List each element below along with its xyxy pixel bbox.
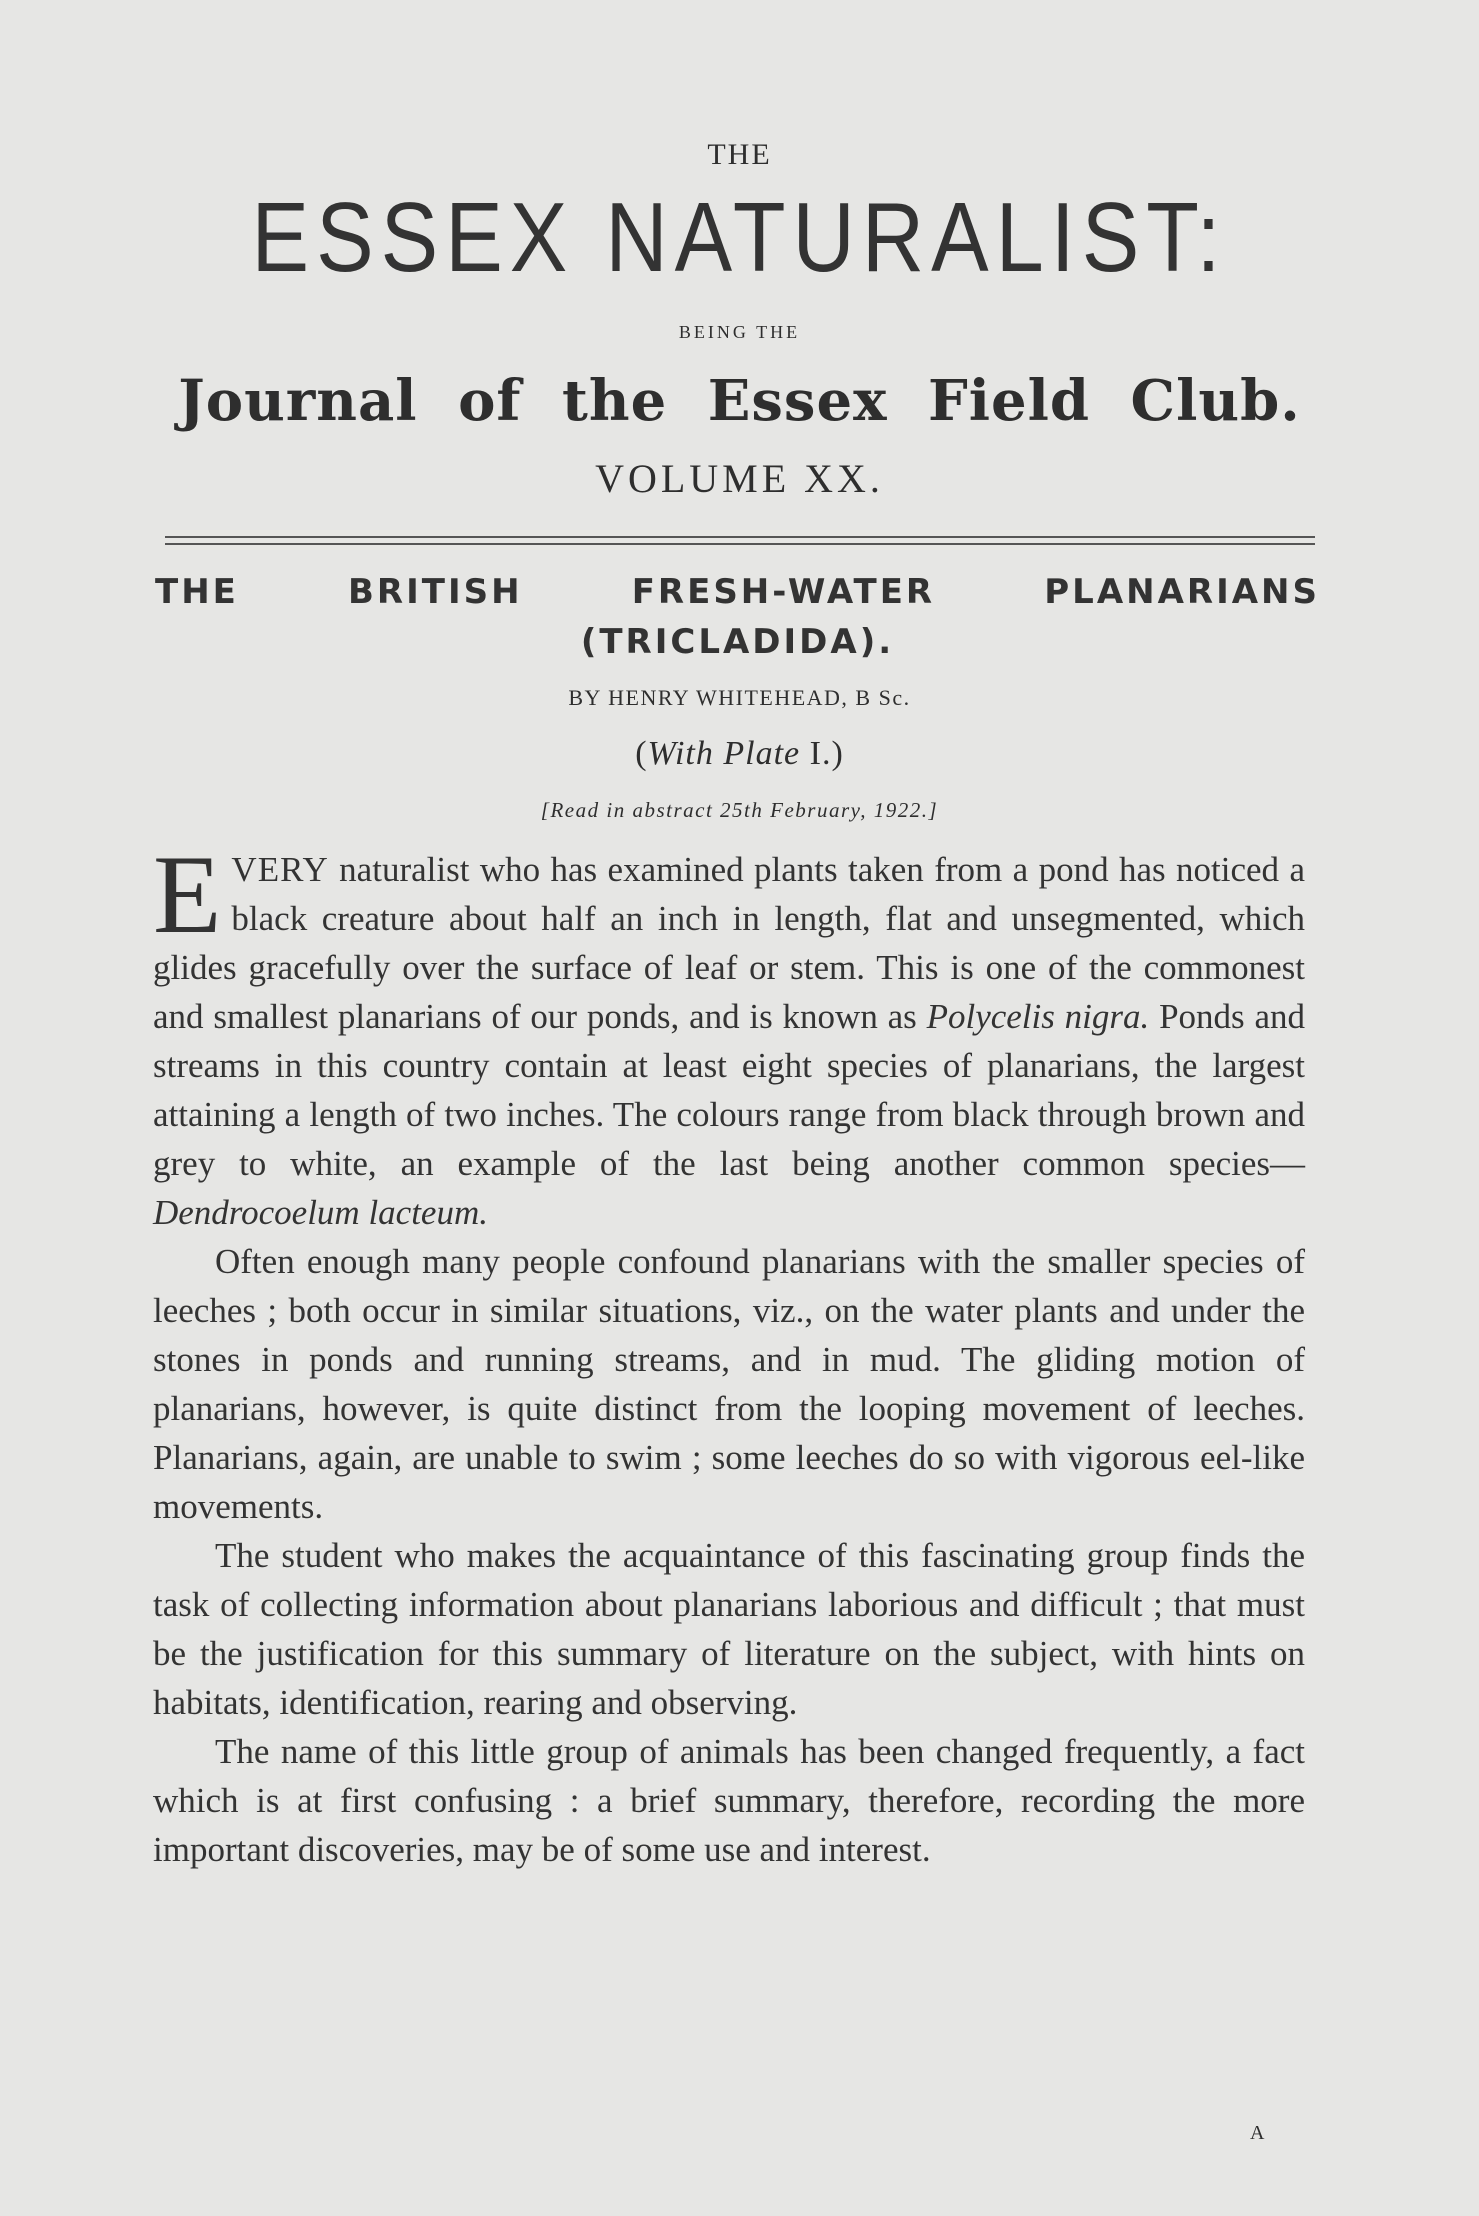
plate-italic: With Plate bbox=[647, 735, 801, 772]
article-title-word: THE bbox=[155, 572, 239, 612]
header-the: THE bbox=[707, 138, 772, 171]
species-name: Polycelis nigra. bbox=[926, 997, 1150, 1036]
paragraph-4: The name of this little group of animals has been changed frequently, a fact which is at first confusing : a brief summary, therefore, recording the more important discoveries, may be of some use and interest. bbox=[153, 1732, 1305, 1869]
paragraph-2: Often enough many people confound planarians with the smaller species of leeches ; both occur in similar situations, viz., on the water plants and under the stones in ponds and running streams, and in mud. The gliding motion of planarians, however, is quite distinct from the looping movement of leeches. Planarians, again, are unable to swim ; some leeches do so with vigorous eel-like movements. bbox=[153, 1242, 1305, 1526]
journal-title: ESSEX NATURALIST: bbox=[251, 182, 1228, 292]
double-rule-top bbox=[165, 536, 1315, 538]
drop-cap: E bbox=[153, 833, 222, 957]
paragraph-1 bbox=[153, 833, 1306, 1237]
header-being-the: BEING THE bbox=[678, 322, 801, 342]
article-title-word: FRESH-WATER bbox=[631, 572, 936, 612]
plate-reference bbox=[0, 735, 1479, 773]
article-title-line1 bbox=[155, 572, 1320, 612]
first-word: VERY bbox=[231, 850, 329, 889]
paragraph-3: The student who makes the acquaintance of this fascinating group finds the task of collecting information about planarians laborious and difficult ; that must be the justification for this summary of literature on the subject, with hints on habitats, identification, rearing and observing. bbox=[153, 1536, 1305, 1722]
double-rule-bottom bbox=[165, 543, 1315, 545]
plate-suffix: I.) bbox=[800, 735, 844, 772]
article-title-word: BRITISH bbox=[348, 572, 523, 612]
paragraph-1-text-2: Ponds and streams in this country contain at least eight species of planarians, the largest attaining a length of two inches. The colours range from black through brown and grey to white, an example of the last being another common species— bbox=[153, 997, 1306, 1183]
paragraph-1-text: naturalist who has examined plants taken from a pond has noticed a black creature about half an inch in length, flat and unsegmented, which glides gracefully over the surface of leaf or stem. This is one of the commonest and smallest planarians of our ponds, and is known as bbox=[153, 850, 1305, 1036]
species-name-2: Dendrocoelum lacteum. bbox=[153, 1193, 488, 1232]
article-title-line2: (TRICLADIDA). bbox=[580, 622, 895, 662]
journal-subtitle: Journal of the Essex Field Club. bbox=[178, 368, 1301, 434]
plate-prefix: ( bbox=[635, 735, 648, 772]
read-note: [Read in abstract 25th February, 1922.] bbox=[540, 798, 939, 822]
volume-number: VOLUME XX. bbox=[595, 456, 884, 501]
article-title-word: PLANARIANS bbox=[1044, 572, 1320, 612]
article-body bbox=[153, 833, 1306, 1874]
author-byline: BY HENRY WHITEHEAD, B Sc. bbox=[568, 685, 911, 710]
signature-mark: A bbox=[1250, 2122, 1265, 2144]
